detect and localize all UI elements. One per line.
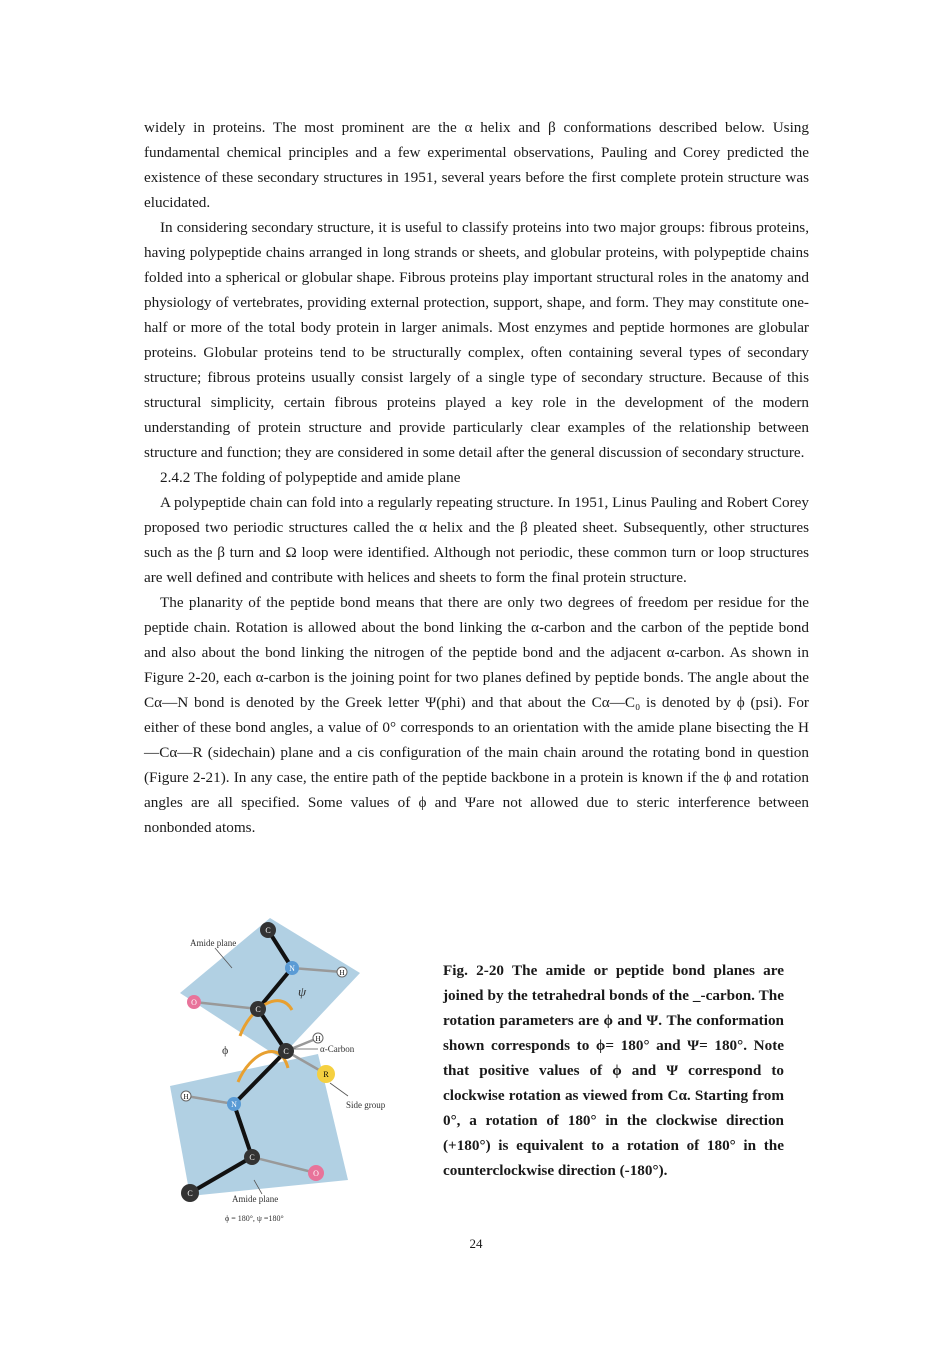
label-alpha-carbon: α-Carbon (320, 1044, 355, 1054)
figure-caption: Fig. 2-20 The amide or peptide bond planes are joined by the tetrahedral bonds of the _-carbon. The rotation parameters are ϕ and Ψ. The conformation shown corresponds to ϕ= 180° and Ψ= 180°. Note that positive values of ϕ and Ψ correspond to clockwise rotation as viewed from Cα. Starting from 0°, a rotation of 180° in the clockwise direction (+180°) is equivalent to a rotation of 180° in the counterclockwise direction (-180°). (443, 962, 784, 1179)
label-angles: ϕ = 180°, ψ =180° (225, 1214, 284, 1223)
label-phi: ϕ (222, 1043, 229, 1057)
svg-text:R: R (323, 1070, 329, 1079)
svg-text:C: C (187, 1189, 193, 1198)
svg-text:N: N (231, 1100, 237, 1109)
svg-text:H: H (183, 1093, 189, 1101)
svg-text:H: H (315, 1035, 321, 1043)
page-number: 24 (469, 1236, 483, 1251)
peptide-plane-figure (170, 918, 425, 1228)
body-text (144, 115, 809, 840)
svg-text:O: O (313, 1169, 319, 1178)
svg-text:C: C (283, 1047, 289, 1056)
svg-text:C: C (265, 926, 271, 935)
svg-text:C: C (249, 1153, 255, 1162)
svg-text:O: O (191, 998, 197, 1007)
label-psi: ψ (298, 984, 307, 999)
svg-text:N: N (289, 964, 295, 973)
paragraph-3: A polypeptide chain can fold into a regularly repeating structure. In 1951, Linus Pauling and Robert Corey proposed two periodic structures called the α helix and the β pleated sheet. Subsequently, other structures such as the β turn and Ω loop were identified. Although not periodic, these common turn or loop structures are well defined and contribute with helices and sheets to form the final protein structure. (144, 494, 809, 586)
svg-text:C: C (255, 1005, 261, 1014)
label-amide-plane-top: Amide plane (190, 938, 237, 948)
paragraph-1: widely in proteins. The most prominent are the α helix and β conformations described below. Using fundamental chemical principles and a few experimental observations, Pauling and Corey predicted the existence of these secondary structures in 1951, several years before the first complete protein structure was elucidated. (144, 119, 809, 211)
svg-text:H: H (339, 969, 345, 977)
label-side-group: Side group (346, 1100, 386, 1110)
label-amide-plane-bottom: Amide plane (232, 1194, 279, 1204)
section-heading: 2.4.2 The folding of polypeptide and amide plane (160, 469, 461, 486)
paragraph-2: In considering secondary structure, it is useful to classify proteins into two major groups: fibrous proteins, having polypeptide chains arranged in long strands or sheets, and globular proteins, with polypeptide chains folded into a spherical or globular shape. Fibrous proteins play important structural roles in the anatomy and physiology of vertebrates, providing external protection, support, shape, and form. They may constitute one-half or more of the total body protein in larger animals. Most enzymes and peptide hormones are globular proteins. Globular proteins tend to be structurally complex, often containing several types of secondary structure; fibrous proteins usually consist largely of a single type of secondary structure. Because of this structural simplicity, certain fibrous proteins played a key role in the development of the modern understanding of protein structure and provide particularly clear examples of the relationship between structure and function; they are considered in some detail after the general discussion of secondary structure. (144, 219, 809, 461)
paragraph-4: The planarity of the peptide bond means that there are only two degrees of freedom per residue for the peptide chain. Rotation is allowed about the bond linking the α-carbon and the carbon of the peptide bond and also about the bond linking the nitrogen of the peptide bond and the adjacent α-carbon. As shown in Figure 2-20, each α-carbon is the joining point for two planes defined by peptide bonds. The angle about the Cα—N bond is denoted by the Greek letter Ψ(phi) and that about the Cα—C₀ is denoted by ϕ (psi). For either of these bond angles, a value of 0° corresponds to an orientation with the amide plane bisecting the H—Cα—R (sidechain) plane and a cis configuration of the main chain around the rotating bond in question (Figure 2-21). In any case, the entire path of the peptide backbone in a protein is known if the ϕ and rotation angles are all specified. Some values of ϕ and Ψare not allowed due to steric interference between nonbonded atoms. (144, 594, 809, 836)
